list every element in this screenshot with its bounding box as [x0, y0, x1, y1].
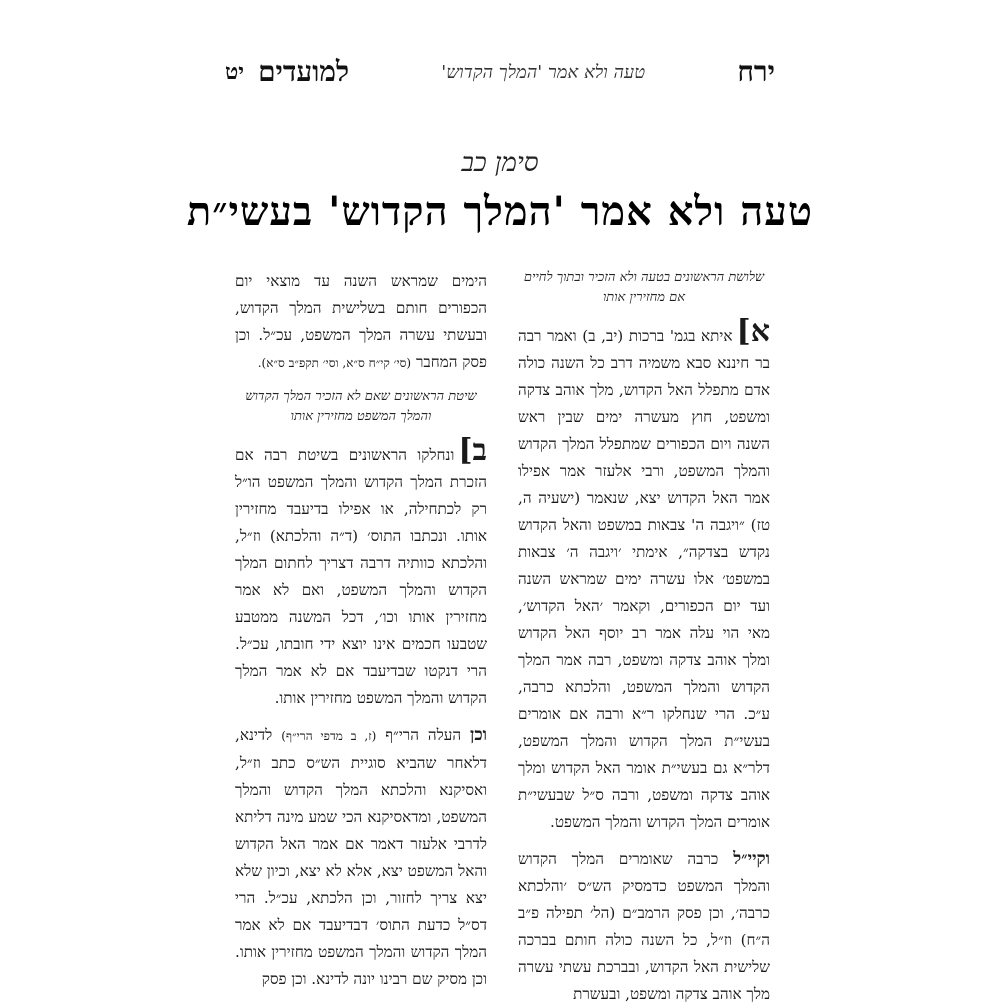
- paragraph-1: [518, 314, 770, 836]
- paragraph-text: העלה הרי״ף: [385, 726, 462, 744]
- paragraph-text: כרבה שאומרים המלך הקדוש והמלך המשפט כדמסיק הש״ס ׳והלכתא כרבה׳, וכן פסק הרמב״ם (הל׳ תפילה פ״ב ה״ח) וז״ל, כל השנה כולה חותם בברכה שלישית האל הקדוש, ובברכת עשתי עשרה מלך אוהב צדקה ומשפט, ובעשרת: [518, 850, 770, 1003]
- header-section-name: למועדים: [258, 55, 350, 88]
- paragraph-4: [235, 722, 487, 993]
- paragraph-letter: ב]: [458, 433, 487, 468]
- right-column-subhead: שלושת הראשונים בטעה ולא הזכיר ובתוך לחיים אם מחזירין אותו: [523, 270, 765, 305]
- source-reference: (סי׳ קי״ח ס״א, וסי׳ תקפ״ב ס״א).: [257, 356, 412, 370]
- header-section-group: [225, 55, 349, 89]
- paragraph-2: [518, 846, 770, 1008]
- paragraph-3: [235, 433, 487, 712]
- running-header: [225, 52, 775, 92]
- paragraph-lead-word: וקיי״ל: [733, 849, 770, 869]
- header-chapter-name: טעה ולא אמר 'המלך הקדוש': [441, 61, 646, 83]
- paragraph-letter: א]: [736, 314, 770, 349]
- header-journal-name: ירח: [737, 55, 775, 88]
- source-reference: (ז, ב מדפי הרי״ף): [281, 729, 377, 743]
- paragraph-text: לדינא, דלאחר שהביא סוגיית הש״ס כתב וז״ל, ואסיקנא והלכתא המלך הקדוש והמלך המשפט, ומדאסיקנא הכי שמע מינה דליתא לדרבי אלעזר דאמר אם אמר האל הקדוש והאל המשפט יצא, אלא לא יצא, וכיון שלא יצא צריך לחזור, וכן הלכתא, עכ״ל. הרי דס״ל כדעת התוס׳ דבדיעבד אם לא אמר המלך הקדוש והמלך המשפט מחזירין אותו. וכן מסיק שם רבינו יונה לדינא. וכן פסק: [235, 726, 487, 988]
- left-column: [235, 268, 488, 988]
- page-number: יט: [225, 59, 245, 85]
- right-column: [518, 268, 770, 1003]
- siman-label: סימן כב: [461, 148, 539, 178]
- paragraph-text: ונחלקו הראשונים בשיטת רבה אם הזכרת המלך הקדוש והמלך המשפט הו״ל רק לכתחילה, או אפילו בדיעבד מחזירין אותו. ונכתבו התוס׳ (ד״ה והלכתא) וז״ל, והלכתא כוותיה דרבה דצריך לחתום המלך הקדוש והמלך המשפט, ואם לא אמר מחזירין אותו וכו׳, דכל המשנה ממטבע שטבעו חכמים אינו יוצא ידי חובתו, עכ״ל. הרי דנקטו שבדיעבד אם לא אמר המלך הקדוש והמלך המשפט מחזירין אותו.: [235, 446, 487, 707]
- chapter-title: טעה ולא אמר 'המלך הקדוש' בעשי״ת: [186, 188, 814, 235]
- paragraph-text: איתא בגמ' ברכות (יב, ב) ואמר רבה בר חיננא סבא משמיה דרב כל השנה כולה אדם מתפלל האל הקדוש, מלך אוהב צדקה ומשפט, חוץ מעשרה ימים שבין ראש השנה ויום הכפורים שמתפלל המלך הקדוש והמלך המשפט, ורבי אלעזר אמר אפילו אמר האל הקדוש יצא, שנאמר (ישעיה ה, טז) ״ויגבה ה' צבאות במשפט והאל הקדוש נקדש בצדקה״, אימתי ׳ויגבה ה׳ צבאות במשפט׳ אלו עשרה ימים שמראש השנה ועד יום הכפורים, וקאמר ׳האל הקדוש׳, מאי הוי עלה אמר רב יוסף האל הקדוש ומלך אוהב צדקה ומשפט, רבה אמר המלך הקדוש והמלך המשפט, והלכתא כרבה, ע״כ. הרי שנחלקו ר״א ורבה אם אומרים בעשי״ת המלך הקדוש והמלך המשפט, דלר״א גם בעשי״ת אומר האל הקדוש ומלך אוהב צדקה ומשפט, ורבה ס״ל שבעשי״ת אומרים המלך הקדוש והמלך המשפט.: [518, 327, 770, 831]
- paragraph-text: הימים שמראש השנה עד מוצאי יום הכפורים חותם בשלישית המלך הקדוש, ובעשתי עשרה המלך המשפט, עכ״ל. וכן פסק המחבר: [235, 272, 487, 371]
- paragraph-continued: [235, 268, 487, 377]
- left-column-subhead: שיטת הראשונים שאם לא הזכיר המלך הקדוש והמלך המשפט מחזירין אותו: [245, 389, 477, 424]
- paragraph-lead-word: וכן: [470, 725, 488, 745]
- text-columns: [235, 268, 770, 1003]
